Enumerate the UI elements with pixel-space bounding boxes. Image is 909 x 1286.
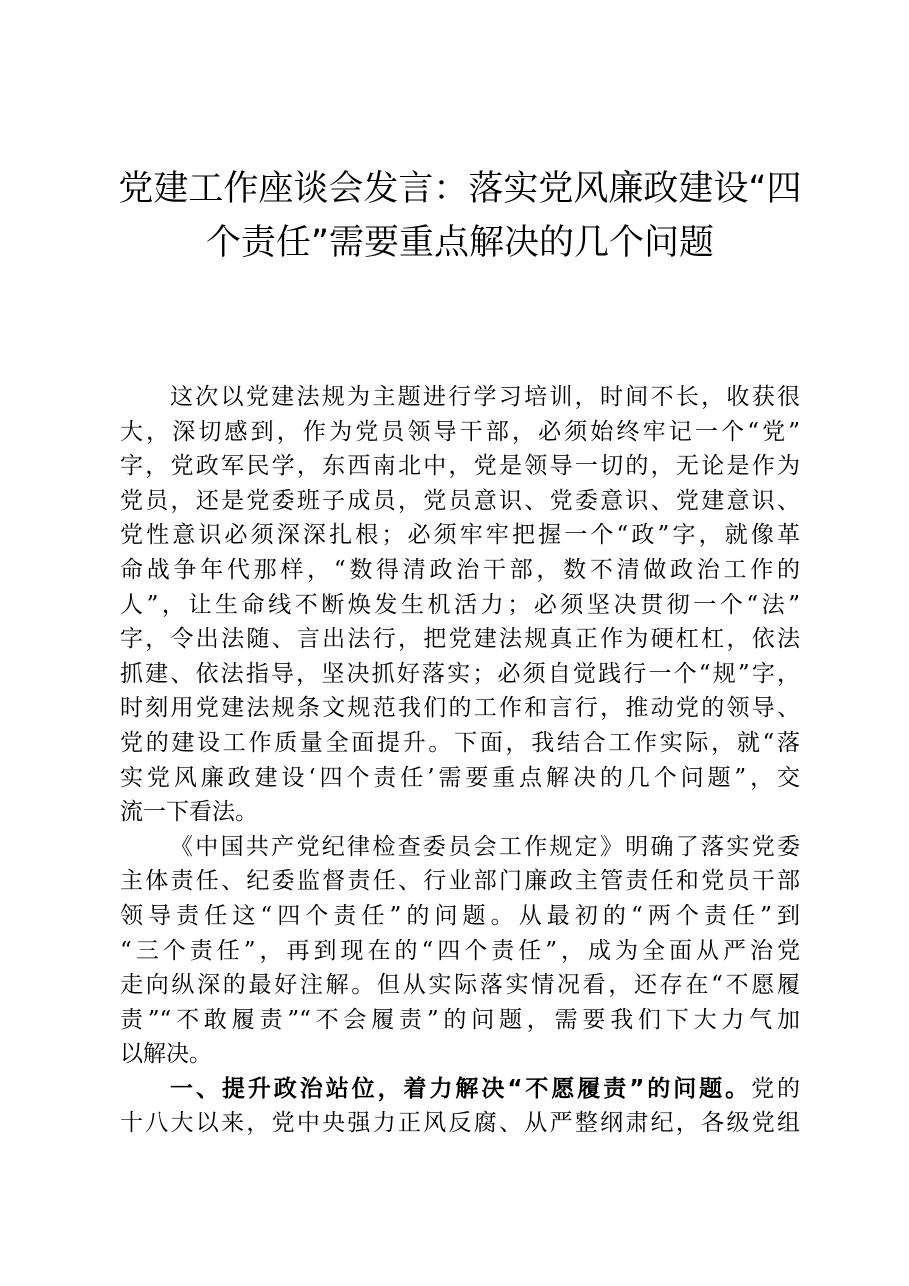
document-body xyxy=(120,380,800,1141)
text-line: 字，党政军民学，东西南北中，党是领导一切的，无论是作为 xyxy=(120,453,800,480)
text-line: 大，深切感到，作为党员领导干部，必须始终牢记一个“党” xyxy=(120,418,800,445)
text-line: “三个责任”，再到现在的“四个责任”，成为全面从严治党 xyxy=(120,937,800,964)
text-line: 这次以党建法规为主题进行学习培训，时间不长，收获很 xyxy=(170,384,800,410)
text-line: 十八大以来，党中央强力正风反腐、从严整纲肃纪，各级党组 xyxy=(120,1110,800,1137)
text-line: 领导责任这“四个责任”的问题。从最初的“两个责任”到 xyxy=(120,902,800,929)
text-line: 党员，还是党委班子成员，党员意识、党委意识、党建意识、 xyxy=(120,487,800,514)
paragraph-1 xyxy=(120,380,800,830)
text-line: 人”，让生命线不断焕发生机活力；必须坚决贯彻一个“法” xyxy=(120,591,800,618)
text-line: 以解决。 xyxy=(120,1041,212,1068)
text-line: 党性意识必须深深扎根；必须牢牢把握一个“政”字，就像革 xyxy=(120,522,800,549)
text-line: 时刻用党建法规条文规范我们的工作和言行，推动党的领导、 xyxy=(120,695,800,722)
title-line-2: 个责任”需要重点解决的几个问题 xyxy=(205,223,715,263)
paragraph-3 xyxy=(120,1072,800,1141)
text-line: 主体责任、纪委监督责任、行业部门廉政主管责任和党员干部 xyxy=(120,868,800,895)
text-line: 党的建设工作质量全面提升。下面，我结合工作实际，就“落 xyxy=(120,729,800,756)
text-line: 流一下看法。 xyxy=(120,799,258,826)
text-line xyxy=(120,1072,800,1107)
text-line: 《中国共产党纪律检查委员会工作规定》明确了落实党委 xyxy=(170,833,800,860)
text-line: 责”“不敢履责”“不会履责”的问题，需要我们下大力气加 xyxy=(120,1006,800,1033)
title-line-1: 党建工作座谈会发言：落实党风廉政建设“四 xyxy=(118,169,802,209)
paragraph-2 xyxy=(120,830,800,1072)
document-title xyxy=(110,162,810,270)
section-heading: 一、提升政治站位，着力解决“不愿履责”的问题。 xyxy=(170,1075,752,1102)
text-line: 字，令出法随、言出法行，把党建法规真正作为硬杠杠，依法 xyxy=(120,626,800,653)
text-line: 走向纵深的最好注解。但从实际落实情况看，还存在“不愿履 xyxy=(120,972,800,999)
text-line: 实党风廉政建设‘四个责任’需要重点解决的几个问题”，交 xyxy=(120,764,800,791)
text-line: 命战争年代那样，“数得清政治干部，数不清做政治工作的 xyxy=(120,556,800,583)
text-run: 党的 xyxy=(751,1075,801,1102)
text-line: 抓建、依法指导，坚决抓好落实；必须自觉践行一个“规”字， xyxy=(120,660,800,687)
